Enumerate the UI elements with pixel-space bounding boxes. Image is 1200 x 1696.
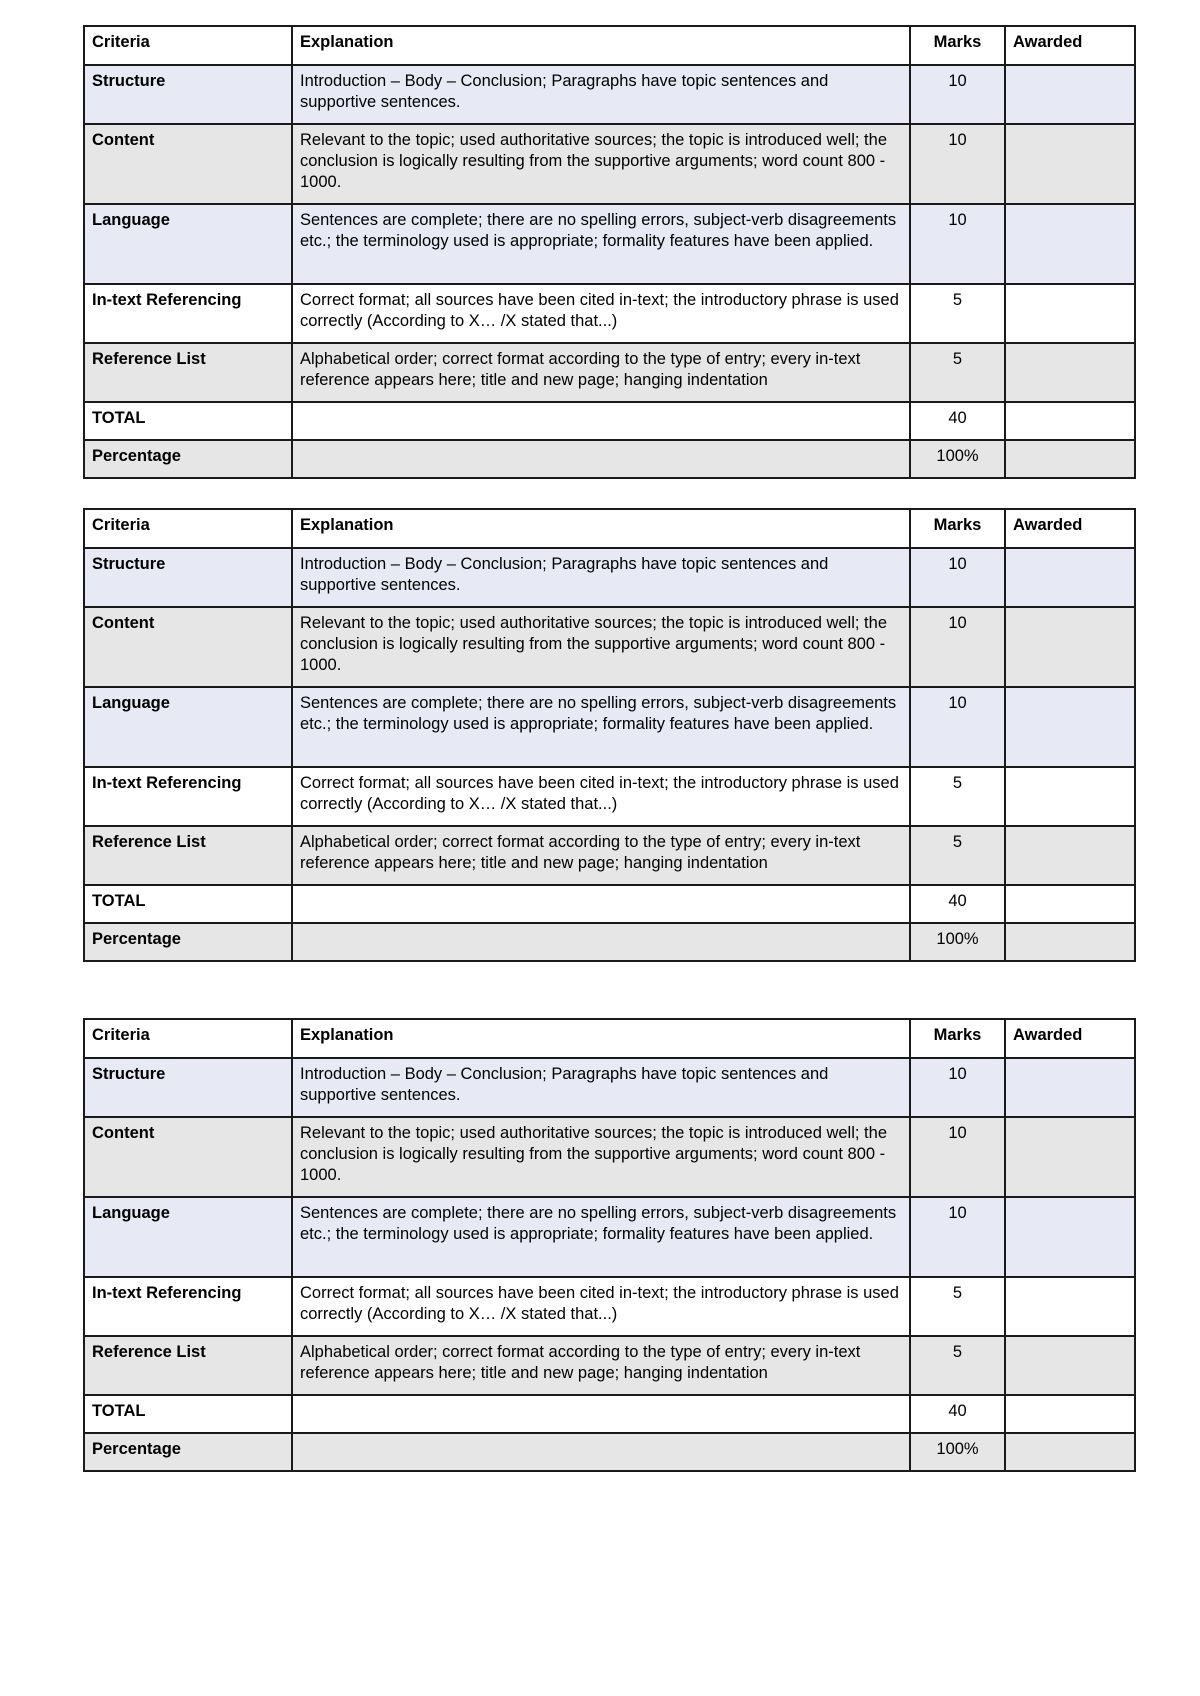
marks-cell: 10 — [910, 1197, 1005, 1277]
marks-cell: 100% — [910, 440, 1005, 478]
awarded-cell[interactable] — [1005, 1058, 1135, 1117]
table-row — [84, 1197, 1135, 1277]
explanation-cell: Sentences are complete; there are no spelling errors, subject-verb disagreements etc.; the terminology used is appropriate; formality features have been applied. — [292, 204, 910, 284]
header-criteria: Criteria — [84, 26, 292, 65]
explanation-cell: Alphabetical order; correct format according to the type of entry; every in-text reference appears here; title and new page; hanging indentation — [292, 343, 910, 402]
table-row — [84, 204, 1135, 284]
header-criteria: Criteria — [84, 509, 292, 548]
explanation-cell: Correct format; all sources have been cited in-text; the introductory phrase is used correctly (According to X… /X stated that...) — [292, 1277, 910, 1336]
explanation-cell: Introduction – Body – Conclusion; Paragraphs have topic sentences and supportive sentences. — [292, 65, 910, 124]
percentage-row — [84, 440, 1135, 478]
awarded-cell[interactable] — [1005, 284, 1135, 343]
marks-cell: 40 — [910, 1395, 1005, 1433]
criteria-cell: Reference List — [84, 343, 292, 402]
marks-cell: 10 — [910, 1117, 1005, 1197]
rubric-table-3 — [83, 1018, 1136, 1472]
explanation-cell: Correct format; all sources have been cited in-text; the introductory phrase is used correctly (According to X… /X stated that...) — [292, 767, 910, 826]
marks-cell: 10 — [910, 204, 1005, 284]
header-explanation: Explanation — [292, 509, 910, 548]
explanation-cell: Sentences are complete; there are no spelling errors, subject-verb disagreements etc.; the terminology used is appropriate; formality features have been applied. — [292, 1197, 910, 1277]
total-row — [84, 402, 1135, 440]
criteria-cell: TOTAL — [84, 402, 292, 440]
percentage-row — [84, 923, 1135, 961]
marks-cell: 10 — [910, 687, 1005, 767]
marks-cell: 5 — [910, 767, 1005, 826]
table-row — [84, 1336, 1135, 1395]
awarded-cell[interactable] — [1005, 885, 1135, 923]
awarded-cell[interactable] — [1005, 687, 1135, 767]
criteria-cell: In-text Referencing — [84, 284, 292, 343]
awarded-cell[interactable] — [1005, 1197, 1135, 1277]
table-row — [84, 343, 1135, 402]
marks-cell: 5 — [910, 1336, 1005, 1395]
header-row — [84, 1019, 1135, 1058]
table-row — [84, 687, 1135, 767]
explanation-cell — [292, 885, 910, 923]
table-row — [84, 124, 1135, 204]
marks-cell: 10 — [910, 124, 1005, 204]
awarded-cell[interactable] — [1005, 1336, 1135, 1395]
awarded-cell[interactable] — [1005, 204, 1135, 284]
explanation-cell: Relevant to the topic; used authoritative sources; the topic is introduced well; the conclusion is logically resulting from the supportive arguments; word count 800 - 1000. — [292, 1117, 910, 1197]
awarded-cell[interactable] — [1005, 402, 1135, 440]
marks-cell: 5 — [910, 284, 1005, 343]
criteria-cell: Structure — [84, 1058, 292, 1117]
table-row — [84, 284, 1135, 343]
marks-cell: 5 — [910, 1277, 1005, 1336]
explanation-cell: Sentences are complete; there are no spelling errors, subject-verb disagreements etc.; the terminology used is appropriate; formality features have been applied. — [292, 687, 910, 767]
table-row — [84, 548, 1135, 607]
header-marks: Marks — [910, 1019, 1005, 1058]
criteria-cell: Language — [84, 687, 292, 767]
marks-cell: 5 — [910, 826, 1005, 885]
total-row — [84, 1395, 1135, 1433]
explanation-cell — [292, 923, 910, 961]
total-row — [84, 885, 1135, 923]
marks-cell: 40 — [910, 885, 1005, 923]
awarded-cell[interactable] — [1005, 923, 1135, 961]
header-awarded: Awarded — [1005, 26, 1135, 65]
header-row — [84, 509, 1135, 548]
table-row — [84, 1277, 1135, 1336]
awarded-cell[interactable] — [1005, 343, 1135, 402]
marks-cell: 10 — [910, 607, 1005, 687]
criteria-cell: Content — [84, 124, 292, 204]
explanation-cell: Relevant to the topic; used authoritative sources; the topic is introduced well; the conclusion is logically resulting from the supportive arguments; word count 800 - 1000. — [292, 124, 910, 204]
explanation-cell: Relevant to the topic; used authoritative sources; the topic is introduced well; the conclusion is logically resulting from the supportive arguments; word count 800 - 1000. — [292, 607, 910, 687]
criteria-cell: Language — [84, 1197, 292, 1277]
header-marks: Marks — [910, 26, 1005, 65]
awarded-cell[interactable] — [1005, 65, 1135, 124]
explanation-cell — [292, 440, 910, 478]
explanation-cell: Introduction – Body – Conclusion; Paragraphs have topic sentences and supportive sentences. — [292, 1058, 910, 1117]
header-row — [84, 26, 1135, 65]
percentage-row — [84, 1433, 1135, 1471]
marks-cell: 100% — [910, 1433, 1005, 1471]
criteria-cell: Structure — [84, 548, 292, 607]
criteria-cell: Percentage — [84, 923, 292, 961]
awarded-cell[interactable] — [1005, 548, 1135, 607]
table-row — [84, 1117, 1135, 1197]
criteria-cell: Language — [84, 204, 292, 284]
explanation-cell — [292, 1433, 910, 1471]
explanation-cell — [292, 402, 910, 440]
marks-cell: 10 — [910, 548, 1005, 607]
awarded-cell[interactable] — [1005, 1277, 1135, 1336]
awarded-cell[interactable] — [1005, 607, 1135, 687]
header-explanation: Explanation — [292, 26, 910, 65]
awarded-cell[interactable] — [1005, 1395, 1135, 1433]
marks-cell: 10 — [910, 1058, 1005, 1117]
table-row — [84, 767, 1135, 826]
table-row — [84, 1058, 1135, 1117]
rubric-table-1 — [83, 25, 1136, 479]
header-marks: Marks — [910, 509, 1005, 548]
criteria-cell: Percentage — [84, 1433, 292, 1471]
explanation-cell — [292, 1395, 910, 1433]
awarded-cell[interactable] — [1005, 1433, 1135, 1471]
explanation-cell: Correct format; all sources have been cited in-text; the introductory phrase is used correctly (According to X… /X stated that...) — [292, 284, 910, 343]
criteria-cell: TOTAL — [84, 1395, 292, 1433]
header-explanation: Explanation — [292, 1019, 910, 1058]
marks-cell: 10 — [910, 65, 1005, 124]
explanation-cell: Alphabetical order; correct format according to the type of entry; every in-text reference appears here; title and new page; hanging indentation — [292, 826, 910, 885]
marks-cell: 40 — [910, 402, 1005, 440]
table-row — [84, 826, 1135, 885]
header-awarded: Awarded — [1005, 509, 1135, 548]
explanation-cell: Alphabetical order; correct format according to the type of entry; every in-text reference appears here; title and new page; hanging indentation — [292, 1336, 910, 1395]
rubric-table-2 — [83, 508, 1136, 962]
criteria-cell: In-text Referencing — [84, 767, 292, 826]
explanation-cell: Introduction – Body – Conclusion; Paragraphs have topic sentences and supportive sentences. — [292, 548, 910, 607]
criteria-cell: Content — [84, 607, 292, 687]
criteria-cell: Percentage — [84, 440, 292, 478]
header-criteria: Criteria — [84, 1019, 292, 1058]
criteria-cell: TOTAL — [84, 885, 292, 923]
criteria-cell: In-text Referencing — [84, 1277, 292, 1336]
awarded-cell[interactable] — [1005, 440, 1135, 478]
awarded-cell[interactable] — [1005, 826, 1135, 885]
awarded-cell[interactable] — [1005, 1117, 1135, 1197]
awarded-cell[interactable] — [1005, 124, 1135, 204]
awarded-cell[interactable] — [1005, 767, 1135, 826]
header-awarded: Awarded — [1005, 1019, 1135, 1058]
marks-cell: 100% — [910, 923, 1005, 961]
criteria-cell: Reference List — [84, 826, 292, 885]
marks-cell: 5 — [910, 343, 1005, 402]
table-row — [84, 607, 1135, 687]
table-row — [84, 65, 1135, 124]
criteria-cell: Content — [84, 1117, 292, 1197]
criteria-cell: Reference List — [84, 1336, 292, 1395]
criteria-cell: Structure — [84, 65, 292, 124]
